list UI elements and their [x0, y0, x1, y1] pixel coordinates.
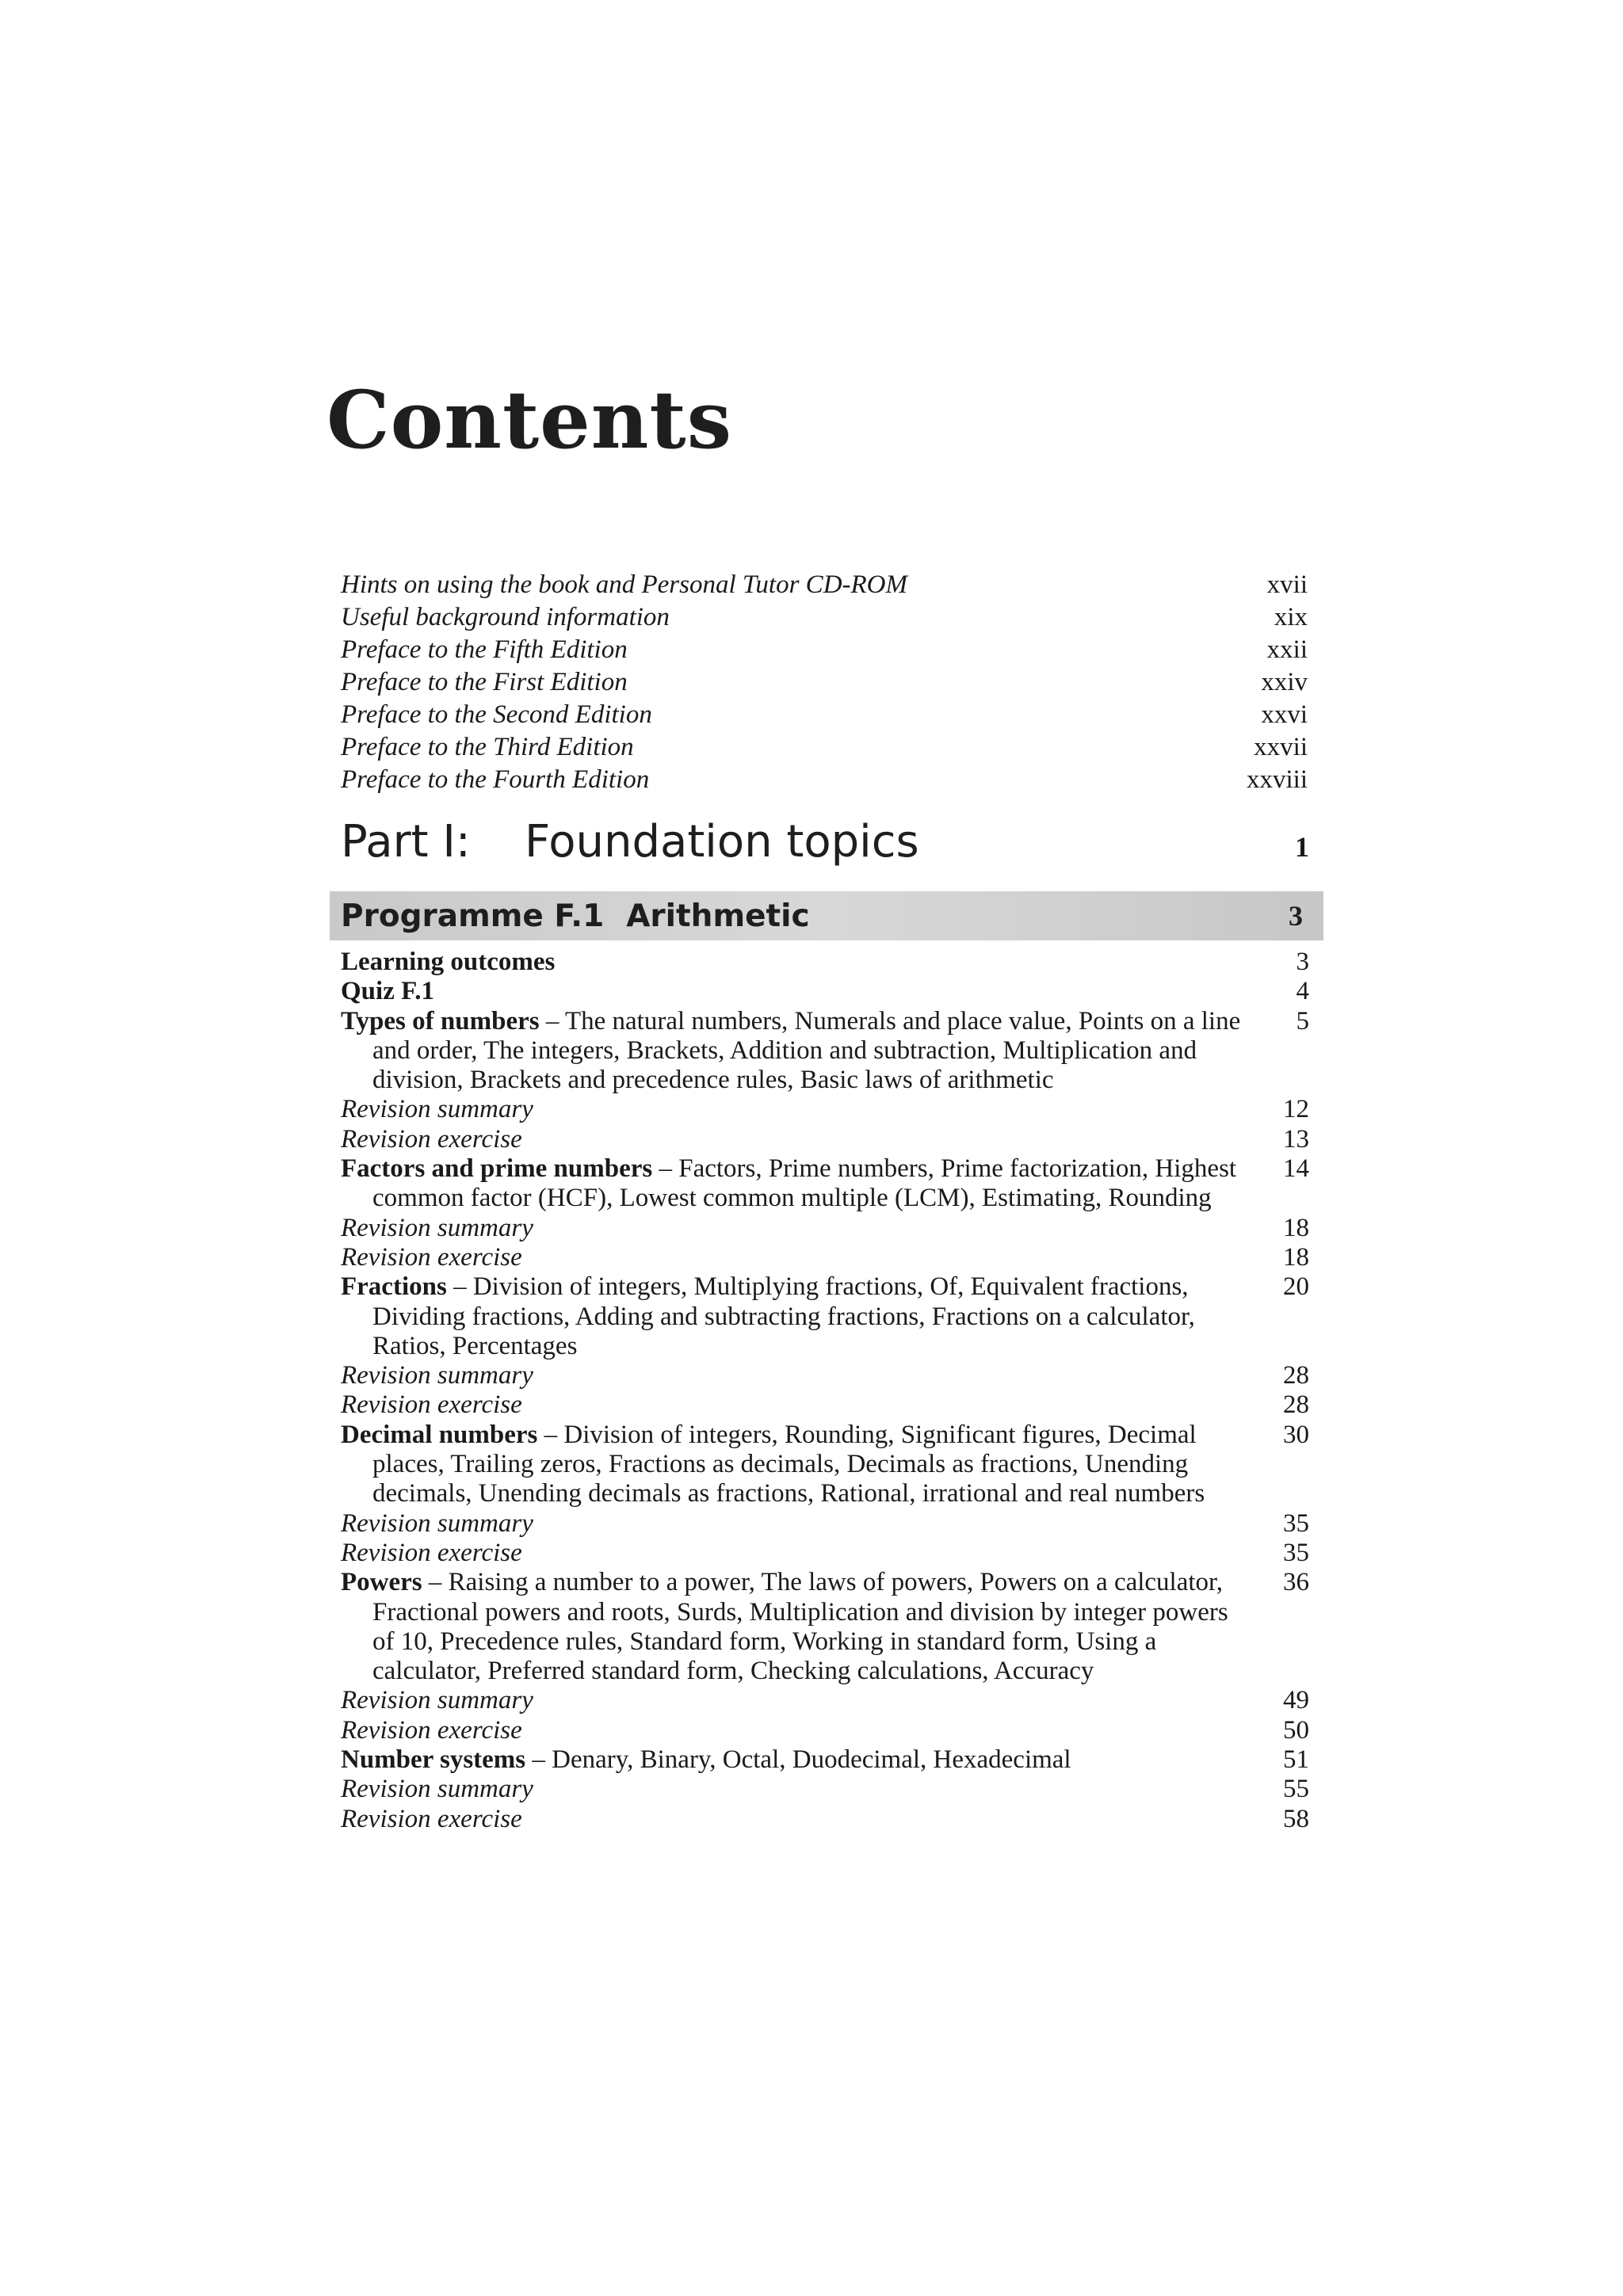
- entry-topics: – Denary, Binary, Octal, Duodecimal, Hexadecimal: [525, 1745, 1071, 1775]
- revision-entry: [341, 1509, 1309, 1539]
- entry-topics: – Raising a number to a power, The laws of powers, Powers on a calculator, Fractional powers and roots, Surds, Multiplication and division by integer powers of 10, Precedence rules, Standard form, Working in standard form, Using a calculator, Preferred standard form, Checking calculations, Accuracy: [372, 1568, 1228, 1686]
- page-number: 36: [1283, 1568, 1309, 1597]
- page-number: xix: [1274, 603, 1308, 631]
- page-number: 55: [1283, 1775, 1309, 1804]
- revision-entry: [341, 1390, 1309, 1420]
- entry-title: Revision exercise: [341, 1804, 522, 1833]
- section-entry: [341, 948, 1309, 977]
- page-number: 35: [1283, 1508, 1309, 1538]
- entry-topics: – The natural numbers, Numerals and place value, Points on a line and order, The integers, Brackets, Addition and subtraction, Multiplication and division, Brackets and precedence rules, Basic laws of arithmetic: [372, 1006, 1241, 1095]
- part-title: Foundation topics: [525, 816, 919, 868]
- page-number: 18: [1283, 1213, 1309, 1242]
- entry-title: Revision exercise: [341, 1538, 522, 1567]
- page-number: 49: [1283, 1686, 1309, 1715]
- toc-entry-background: [341, 601, 1308, 634]
- part-number: Part I:: [341, 816, 471, 868]
- entry-title: Preface to the Fourth Edition: [341, 765, 650, 794]
- entry-title: Factors and prime numbers: [341, 1154, 653, 1184]
- toc-entries: [341, 948, 1309, 1834]
- entry-title: Preface to the Second Edition: [341, 700, 652, 729]
- revision-entry: [341, 1243, 1309, 1272]
- programme-title: Arithmetic: [626, 898, 810, 934]
- page-number: xxvi: [1261, 700, 1308, 729]
- section-entry: [341, 1568, 1309, 1686]
- revision-entry: [341, 1775, 1309, 1804]
- page-number: xxiv: [1261, 668, 1308, 696]
- entry-title: Revision exercise: [341, 1715, 522, 1745]
- page-number: xxii: [1266, 635, 1308, 664]
- entry-title: Powers: [341, 1568, 422, 1597]
- section-entry: [341, 1007, 1309, 1096]
- entry-title: Revision summary: [341, 1213, 533, 1242]
- programme-code: Programme F.1: [341, 898, 605, 934]
- page-number: 28: [1283, 1390, 1309, 1420]
- entry-title: Quiz F.1: [341, 977, 434, 1006]
- page-title: Contents: [327, 373, 733, 467]
- section-entry: [341, 977, 1309, 1006]
- revision-entry: [341, 1716, 1309, 1745]
- entry-topics: – Division of integers, Rounding, Significant figures, Decimal places, Trailing zeros, Fractions as decimals, Decimals as fractions, Unending decimals, Unending decimals as fractions, Rational, irrational and real numbers: [372, 1420, 1205, 1508]
- part-page-number: 1: [1295, 831, 1309, 863]
- section-entry: [341, 1745, 1309, 1775]
- page-number: 28: [1283, 1361, 1309, 1390]
- page-number: 18: [1283, 1242, 1309, 1272]
- entry-title: Fractions: [341, 1272, 447, 1302]
- page-number: 5: [1296, 1006, 1309, 1035]
- page-number: 51: [1283, 1745, 1309, 1775]
- entry-title: Preface to the First Edition: [341, 668, 628, 696]
- page-number: xvii: [1266, 570, 1308, 599]
- entry-title: Revision exercise: [341, 1242, 522, 1272]
- prelims-list: [341, 569, 1308, 796]
- revision-entry: [341, 1095, 1309, 1124]
- revision-entry: [341, 1805, 1309, 1834]
- entry-title: Revision summary: [341, 1095, 533, 1124]
- entry-title: Learning outcomes: [341, 948, 556, 976]
- entry-title: Revision summary: [341, 1686, 533, 1715]
- entry-title: Hints on using the book and Personal Tutor CD-ROM: [341, 570, 907, 599]
- entry-title: Number systems: [341, 1745, 526, 1775]
- entry-title: Preface to the Fifth Edition: [341, 635, 628, 664]
- revision-entry: [341, 1214, 1309, 1243]
- page-number: 14: [1283, 1154, 1309, 1184]
- programme-heading: [330, 891, 1323, 940]
- entry-title: Revision summary: [341, 1361, 533, 1390]
- page-number: xxvii: [1254, 733, 1308, 761]
- toc-entry-preface-third: [341, 731, 1308, 764]
- toc-entry-hints: [341, 569, 1308, 601]
- entry-topics: – Factors, Prime numbers, Prime factorization, Highest common factor (HCF), Lowest common multiple (LCM), Estimating, Rounding: [372, 1154, 1237, 1213]
- section-entry: [341, 1421, 1309, 1509]
- revision-entry: [341, 1361, 1309, 1390]
- page-number: 12: [1283, 1095, 1309, 1124]
- page-number: 30: [1283, 1420, 1309, 1449]
- page-number: 50: [1283, 1715, 1309, 1745]
- toc-entry-preface-fifth: [341, 634, 1308, 666]
- entry-title: Useful background information: [341, 603, 670, 631]
- programme-page-number: 3: [1289, 900, 1303, 932]
- entry-title: Revision exercise: [341, 1390, 522, 1420]
- page-number: 35: [1283, 1538, 1309, 1567]
- toc-entry-preface-first: [341, 666, 1308, 699]
- page-number: 4: [1296, 977, 1309, 1006]
- toc-entry-preface-second: [341, 699, 1308, 731]
- page-number: 13: [1283, 1124, 1309, 1154]
- part-heading: [341, 816, 1309, 868]
- revision-entry: [341, 1686, 1309, 1715]
- page-number: xxviii: [1246, 765, 1308, 794]
- entry-title: Revision summary: [341, 1508, 533, 1538]
- entry-title: Preface to the Third Edition: [341, 733, 634, 761]
- page-number: 20: [1283, 1272, 1309, 1302]
- section-entry: [341, 1272, 1309, 1361]
- revision-entry: [341, 1125, 1309, 1154]
- entry-title: Decimal numbers: [341, 1420, 538, 1449]
- page-number: 58: [1283, 1804, 1309, 1833]
- page-number: 3: [1296, 948, 1309, 976]
- revision-entry: [341, 1539, 1309, 1568]
- entry-title: Types of numbers: [341, 1006, 540, 1035]
- entry-title: Revision summary: [341, 1775, 533, 1804]
- entry-title: Revision exercise: [341, 1124, 522, 1154]
- toc-entry-preface-fourth: [341, 764, 1308, 796]
- entry-topics: – Division of integers, Multiplying fractions, Of, Equivalent fractions, Dividing fractions, Adding and subtracting fractions, Fractions on a calculator, Ratios, Percentages: [372, 1272, 1195, 1360]
- section-entry: [341, 1154, 1309, 1214]
